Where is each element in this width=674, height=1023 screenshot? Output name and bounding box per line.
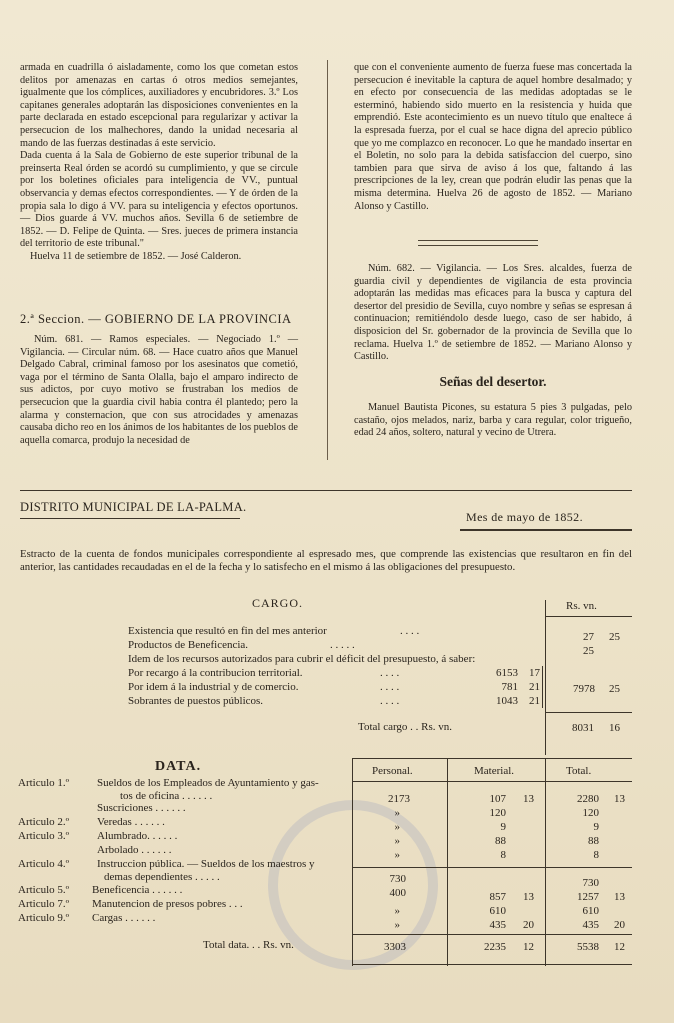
month-rule: [460, 527, 632, 531]
cargo-grand-cents: 16: [609, 722, 620, 734]
cargo-row-label: Sobrantes de puestos públicos.: [128, 695, 264, 707]
cargo-sub: 781: [501, 681, 518, 693]
rule: [545, 712, 632, 713]
senas-text: [354, 402, 632, 440]
material-cents: 20: [523, 919, 534, 931]
rule: [352, 934, 632, 935]
dot-leader: . . . .: [380, 681, 400, 693]
dot-leader: . . . .: [380, 695, 400, 707]
dot-leader: . . . .: [380, 667, 400, 679]
paragraph: Manuel Bautista Picones, su estatura 5 pies 3 pulgadas, pelo castaño, ojos melados, nariz, barba y cara regular, color trigueño, edad 24 años, soltero, natural y vecino de Utrera.: [354, 402, 632, 439]
personal-value: »: [394, 905, 400, 917]
data-desc: Alumbrado. . . . . .: [97, 830, 178, 842]
cargo-total: 25: [583, 645, 594, 657]
month-label: Mes de mayo de 1852.: [466, 510, 583, 524]
cargo-row-label: Por idem á la industrial y de comercio.: [128, 681, 299, 693]
grand-total-cents: 12: [614, 941, 625, 953]
rule: [545, 616, 632, 617]
cargo-total: 27: [583, 631, 594, 643]
data-total-label: Total data. . . Rs. vn.: [203, 939, 294, 951]
personal-value: »: [394, 807, 400, 819]
material-value: 107: [489, 793, 506, 805]
paragraph: Dada cuenta á la Sala de Gobierno de este superior tribunal de la preinserta Real órden se acordó su cumplimiento, y que se circule por los boletines oficiales para inteligencia de VV., puntual observancia y demas efectos correspondientes. — Y de órden de la propia sala lo digo á VV. para su inteligencia y efectos oportunos. — Dios guarde á VV. muchos años. Sevilla 6 de setiembre de 1852. — D. Felipe de Quinta. — Sres. jueces de primera instancia del territorio de este tribunal.": [20, 150, 298, 250]
cargo-rs-header: Rs. vn.: [566, 600, 597, 612]
header-total: Total.: [566, 765, 592, 777]
total-material-cents: 12: [523, 941, 534, 953]
data-desc: demas dependientes . . . . .: [104, 871, 220, 883]
district-rule: [20, 518, 240, 519]
bracket: [542, 666, 543, 708]
senas-title: Señas del desertor.: [439, 374, 547, 389]
section-title: 2.ª Seccion. — GOBIERNO DE LA PROVINCIA: [20, 312, 292, 326]
total-value: 9: [593, 821, 599, 833]
data-desc: Sueldos de los Empleados de Ayuntamiento y gas-: [97, 777, 319, 789]
article-label: Articulo 5.º: [18, 884, 70, 896]
total-value: 1257: [577, 891, 599, 903]
header-personal: Personal.: [372, 765, 413, 777]
header-material: Material.: [474, 765, 515, 777]
left-column-text: [20, 62, 298, 264]
cargo-cents: 25: [609, 631, 620, 643]
cargo-total-label: Total cargo . . Rs. vn.: [358, 721, 453, 733]
material-cents: 13: [523, 891, 534, 903]
paragraph: armada en cuadrilla ó aisladamente, como los que cometan estos delitos por amenazas en cartas ó otros medios semejantes, igualmente que los cómplices, auxiliadores y encubridores. 3.º Los capitanes generales adoptarán las disposiciones convenientes en la parte declarada en estado escepcional para regularizar y activar la persecucion de los malhechores, dando la unidad necesaria al mando de las fuerzas destinadas á este servicio.: [20, 62, 298, 149]
cargo-row-label: Productos de Beneficencia.: [128, 639, 249, 651]
district-title: DISTRITO MUNICIPAL DE LA-PALMA.: [20, 500, 247, 514]
signature-line: Huelva 11 de setiembre de 1852. — José Calderon.: [30, 250, 242, 262]
dot-leader: . . . . .: [330, 639, 355, 651]
data-desc: Veredas . . . . . .: [97, 816, 165, 828]
rule: [352, 964, 632, 965]
cargo-grand-total: 8031: [572, 722, 594, 734]
cargo-row-label: Por recargo á la contribucion territorial.: [128, 667, 303, 679]
rule: [352, 867, 632, 868]
extract-text: Estracto de la cuenta de fondos municipales correspondiente al espresado mes, que comprende las existencias que resultaron en fin del anterior, las cantidades recaudadas en el de la fecha y lo satisfecho en el mismo á las obligaciones del presupuesto.: [20, 548, 632, 573]
cargo-sub-cents: 17: [529, 667, 540, 679]
material-value: 88: [495, 835, 506, 847]
personal-value: »: [394, 919, 400, 931]
personal-value: 400: [389, 887, 406, 899]
article-label: Articulo 3.º: [18, 830, 70, 842]
article-label: Articulo 2.º: [18, 816, 70, 828]
article-label: Articulo 4.º: [18, 858, 70, 870]
cargo-sub: 1043: [496, 695, 518, 707]
personal-value: »: [394, 821, 400, 833]
cargo-sub-cents: 21: [529, 681, 540, 693]
total-value: 120: [582, 807, 599, 819]
article-label: Articulo 7.º: [18, 898, 70, 910]
section-rule: [20, 490, 632, 491]
data-desc: Instruccion pública. — Sueldos de los maestros y: [97, 858, 315, 870]
data-desc: Cargas . . . . . .: [92, 912, 156, 924]
cargo-sub: 6153: [496, 667, 518, 679]
total-cents: 20: [614, 919, 625, 931]
rule: [545, 600, 546, 755]
personal-value: 2173: [388, 793, 410, 805]
data-desc: tos de oficina . . . . . .: [120, 790, 213, 802]
total-value: 730: [582, 877, 599, 889]
article-label: Articulo 9.º: [18, 912, 70, 924]
material-value: 857: [489, 891, 506, 903]
personal-value: »: [394, 835, 400, 847]
total-value: 2280: [577, 793, 599, 805]
cargo-bracket-total: 7978: [573, 683, 595, 695]
dot-leader: . . . .: [400, 625, 420, 637]
total-cents: 13: [614, 891, 625, 903]
data-desc: Beneficencia . . . . . .: [92, 884, 183, 896]
personal-value: 730: [389, 873, 406, 885]
cargo-bracket-cents: 25: [609, 683, 620, 695]
total-personal: 3303: [384, 941, 406, 953]
material-value: 8: [500, 849, 506, 861]
article-label: Articulo 1.º: [18, 777, 70, 789]
personal-value: »: [394, 849, 400, 861]
right-column-text: [354, 62, 632, 213]
ornament-divider: [418, 240, 538, 246]
data-desc: Manutencion de presos pobres . . .: [92, 898, 243, 910]
total-value: 8: [593, 849, 599, 861]
cargo-title: CARGO.: [252, 596, 304, 610]
total-cents: 13: [614, 793, 625, 805]
circular-681-text: [20, 334, 298, 447]
total-value: 435: [582, 919, 599, 931]
paragraph: Núm. 682. — Vigilancia. — Los Sres. alcaldes, fuerza de guardia civil y dependientes de vigilancia de esta provincia adoptarán las medidas mas eficaces para la busca y captura del desertor del presidio de Sevilla, cuyo nombre y señas se espresan á continuacion; remitiéndolo desde luego, caso de ser habido, á disposicion del Sr. gobernador de la provincia de Sevilla que lo reclama. Huelva 1.º de setiembre de 1852. — Mariano Alonso y Castillo.: [354, 263, 632, 363]
material-value: 435: [489, 919, 506, 931]
data-title: DATA.: [155, 759, 202, 774]
data-desc: Arbolado . . . . . .: [97, 844, 172, 856]
rule: [352, 758, 632, 759]
circular-682-text: [354, 263, 632, 364]
data-desc: Suscriciones . . . . . .: [97, 802, 186, 814]
material-value: 610: [489, 905, 506, 917]
material-cents: 13: [523, 793, 534, 805]
cargo-sub-cents: 21: [529, 695, 540, 707]
total-material: 2235: [484, 941, 506, 953]
cargo-row-label: Idem de los recursos autorizados para cubrir el déficit del presupuesto, á saber:: [128, 653, 476, 665]
paragraph: Núm. 681. — Ramos especiales. — Negociado 1.º — Vigilancia. — Circular núm. 68. — Hace cuatro años que Manuel Delgado Cabral, criminal famoso por los asesinatos que cometió, vaga por el término de Santa Olalla, bajo el amparo indirecto de sus adictos, por cuyo motivo se frustraban los medios de persecucion que la guardia civil habia contra él plantedo; pero la alarma y consternacion, que con sus atrocidades y amenazas causaba dicho reo en los ánimos de los habitantes de los pueblos de aquella comarca, produjo la necesidad de: [20, 334, 298, 446]
grand-total: 5538: [577, 941, 599, 953]
total-value: 610: [582, 905, 599, 917]
rule: [352, 781, 632, 782]
material-value: 120: [489, 807, 506, 819]
total-value: 88: [588, 835, 599, 847]
column-divider: [327, 60, 328, 460]
material-value: 9: [500, 821, 506, 833]
cargo-row-label: Existencia que resultó en fin del mes anterior: [128, 625, 327, 637]
paragraph: que con el conveniente aumento de fuerza fuese mas concertada la persecucion é inevitable la captura de aquel hombre desalmado; y en efecto por consecuencia de las medidas adoptadas se le esterminó, habiendo sido muerto en la resistencia y huida que emprendió. Este acontecimiento es un nuevo título que enaltece á la espresada fuerza, por el cual se hace digna del aprecio público que yo me complazco en reconocer. Lo que he mandado insertar en el Boletin, no solo para la debida satisfaccion del cuerpo, sino tambien para que sirva de aviso á los que, faltando á las prescripciones de la ley, crean que podrán eludir las penas que la misma determina. Huelva 26 de agosto de 1852. — Mariano Alonso y Castillo.: [354, 62, 632, 212]
